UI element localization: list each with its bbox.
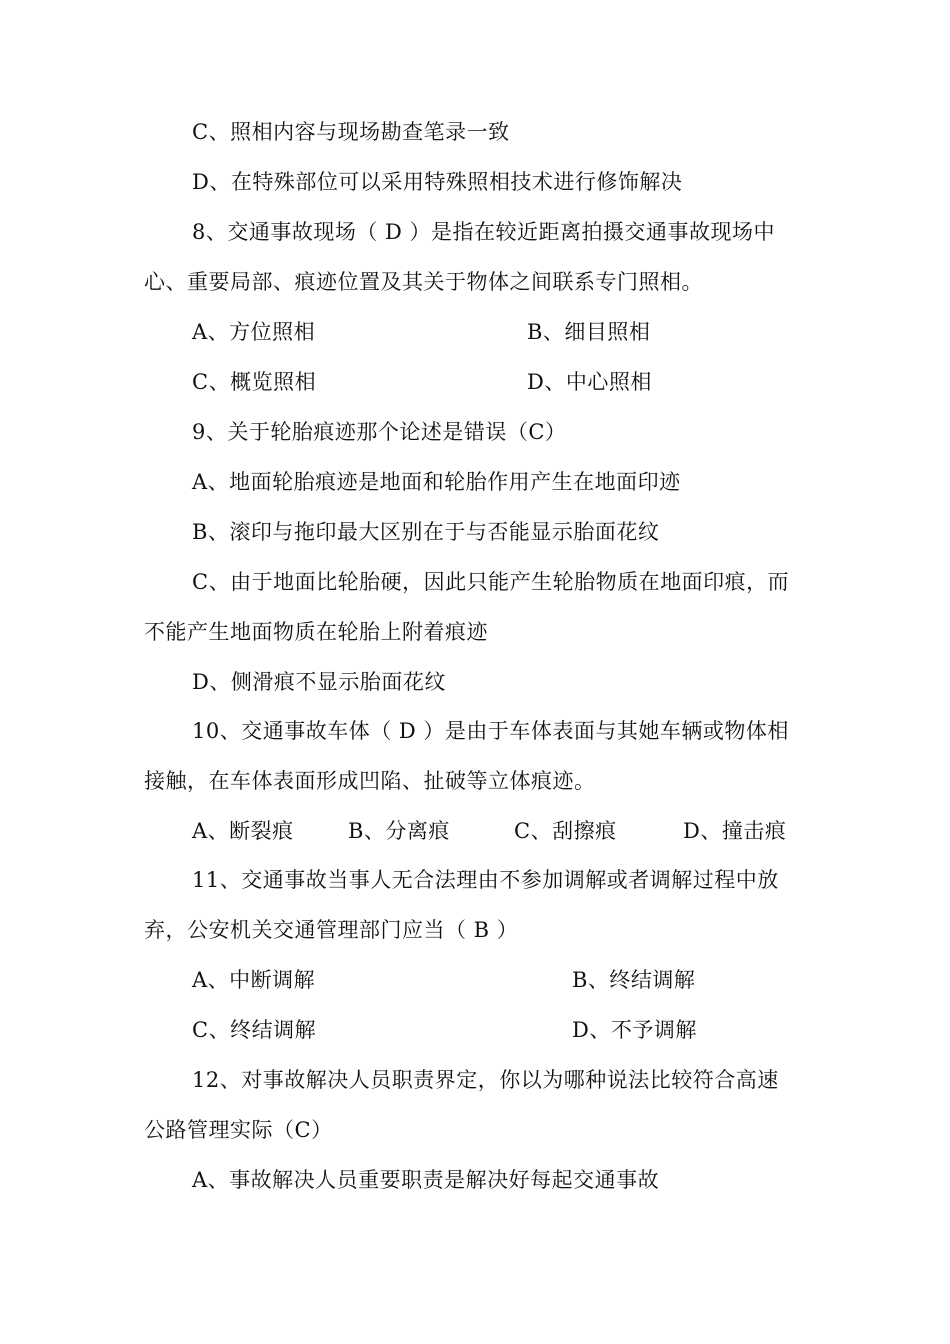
question-11-option-a: A、中断调解 xyxy=(192,968,316,992)
question-8-line-1: 8、交通事故现场（ D ）是指在较近距离拍摄交通事故现场中 xyxy=(192,220,776,244)
question-11-line-1: 11、交通事故当事人无合法理由不参加调解或者调解过程中放 xyxy=(192,868,779,892)
question-11-line-2: 弃，公安机关交通管理部门应当（ B ） xyxy=(144,918,519,942)
question-8-line-2: 心、重要局部、痕迹位置及其关于物体之间联系专门照相。 xyxy=(144,270,703,294)
question-12-option-a: A、事故解决人员重要职责是解决好每起交通事故 xyxy=(192,1168,660,1192)
question-8-option-d: D、中心照相 xyxy=(527,370,652,394)
question-12-line-1: 12、对事故解决人员职责界定，你以为哪种说法比较符合高速 xyxy=(192,1068,779,1092)
question-10-option-d: D、撞击痕 xyxy=(683,819,787,843)
question-10-line-1: 10、交通事故车体（ D ）是由于车体表面与其她车辆或物体相 xyxy=(192,719,789,743)
question-9-option-d: D、侧滑痕不显示胎面花纹 xyxy=(192,670,446,694)
question-10-line-2: 接触，在车体表面形成凹陷、扯破等立体痕迹。 xyxy=(144,769,596,793)
question-10-option-a: A、断裂痕 xyxy=(192,819,294,843)
option-d-line: D、在特殊部位可以采用特殊照相技术进行修饰解决 xyxy=(192,170,683,194)
question-11-option-d: D、不予调解 xyxy=(572,1018,697,1042)
question-8-option-c: C、概览照相 xyxy=(192,370,317,394)
question-9-line: 9、关于轮胎痕迹那个论述是错误（C） xyxy=(192,420,567,444)
question-9-option-a: A、地面轮胎痕迹是地面和轮胎作用产生在地面印迹 xyxy=(192,470,681,494)
question-9-option-b: B、滚印与拖印最大区别在于与否能显示胎面花纹 xyxy=(192,520,660,544)
question-9-option-c-line-2: 不能产生地面物质在轮胎上附着痕迹 xyxy=(144,620,488,644)
question-8-option-b: B、细目照相 xyxy=(527,320,651,344)
question-10-option-b: B、分离痕 xyxy=(348,819,450,843)
question-11-option-b: B、终结调解 xyxy=(572,968,696,992)
question-10-option-c: C、刮擦痕 xyxy=(514,819,617,843)
question-12-line-2: 公路管理实际（C） xyxy=(144,1118,333,1142)
option-c-line: C、照相内容与现场勘查笔录一致 xyxy=(192,120,510,144)
question-11-option-c: C、终结调解 xyxy=(192,1018,317,1042)
question-9-option-c-line-1: C、由于地面比轮胎硬，因此只能产生轮胎物质在地面印痕，而 xyxy=(192,570,790,594)
question-8-option-a: A、方位照相 xyxy=(192,320,316,344)
